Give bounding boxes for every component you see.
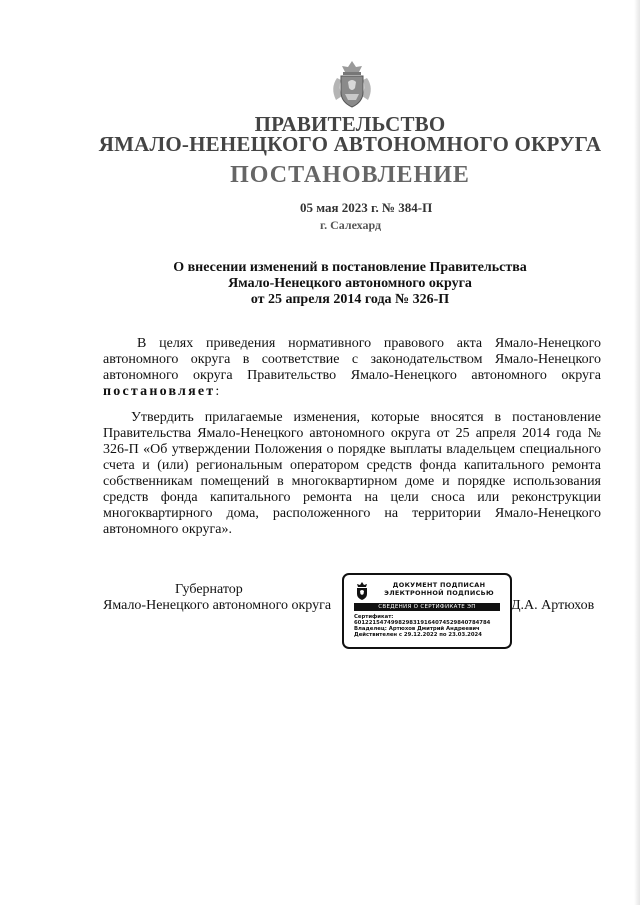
electronic-signature-stamp (342, 573, 512, 649)
subject-line-1: О внесении изменений в постановление Правительства (173, 260, 527, 275)
subject-line-2: Ямало-Ненецкого автономного округа (228, 276, 472, 291)
region-title: ЯМАЛО-НЕНЕЦКОГО АВТОНОМНОГО ОКРУГА (98, 132, 602, 156)
document-city: г. Салехард (320, 218, 382, 232)
subject-line-3: от 25 апреля 2014 года № 326-П (250, 292, 450, 307)
resolution-paragraph: Утвердить прилагаемые изменения, которые вносятся в постановление Правительства Ямало-Ненецкого автономного округа от 25 апреля 2014 года № 326-П «Об утверждении Положения о порядке выплаты владельцем специального счета и (или) региональным оператором средств фонда капитального ремонта собственникам помещений в многоквартирном доме и порядке использования средств фонда капитального ремонта на цели сноса или реконструкции многоквартирного дома, расположенного на территории Ямало-Ненецкого автономного округа». (103, 410, 601, 537)
signatory-position-line-2: Ямало-Ненецкого автономного округа (103, 598, 332, 613)
stamp-validity: Действителен с 29.12.2022 по 23.03.2024 (354, 632, 482, 638)
stamp-certificate-bar: СВЕДЕНИЯ О СЕРТИФИКАТЕ ЭП (354, 603, 500, 611)
signatory-name: Д.А. Артюхов (511, 598, 595, 613)
coat-of-arms-emblem (326, 58, 378, 110)
stamp-cert-label: Сертификат: (354, 614, 394, 620)
stamp-cert-number: 6012215474998298319164074529840784784 (354, 620, 491, 626)
government-title: ПРАВИТЕЛЬСТВО (254, 112, 446, 136)
stamp-title-line-1: ДОКУМЕНТ ПОДПИСАН (392, 581, 486, 589)
preamble-colon: : (215, 384, 220, 399)
preamble-text: В целях приведения нормативного правового акта Ямало-Ненецкого автономного округа в соответствие с законодательством Ямало-Ненецкого автономного округа Правительство Ямало-Ненецкого автономного округа (103, 336, 601, 383)
stamp-title-line-2: ЭЛЕКТРОННОЙ ПОДПИСЬЮ (384, 589, 494, 597)
document-type: ПОСТАНОВЛЕНИЕ (230, 162, 470, 188)
document-date-number: 05 мая 2023 г. № 384-П (300, 200, 433, 215)
stamp-emblem-icon (354, 582, 370, 600)
signatory-position-line-1: Губернатор (175, 582, 243, 597)
preamble-paragraph (103, 336, 601, 400)
stamp-owner: Владелец: Артюхов Дмитрий Андреевич (354, 626, 480, 632)
resolves-word: постановляет (103, 384, 216, 399)
